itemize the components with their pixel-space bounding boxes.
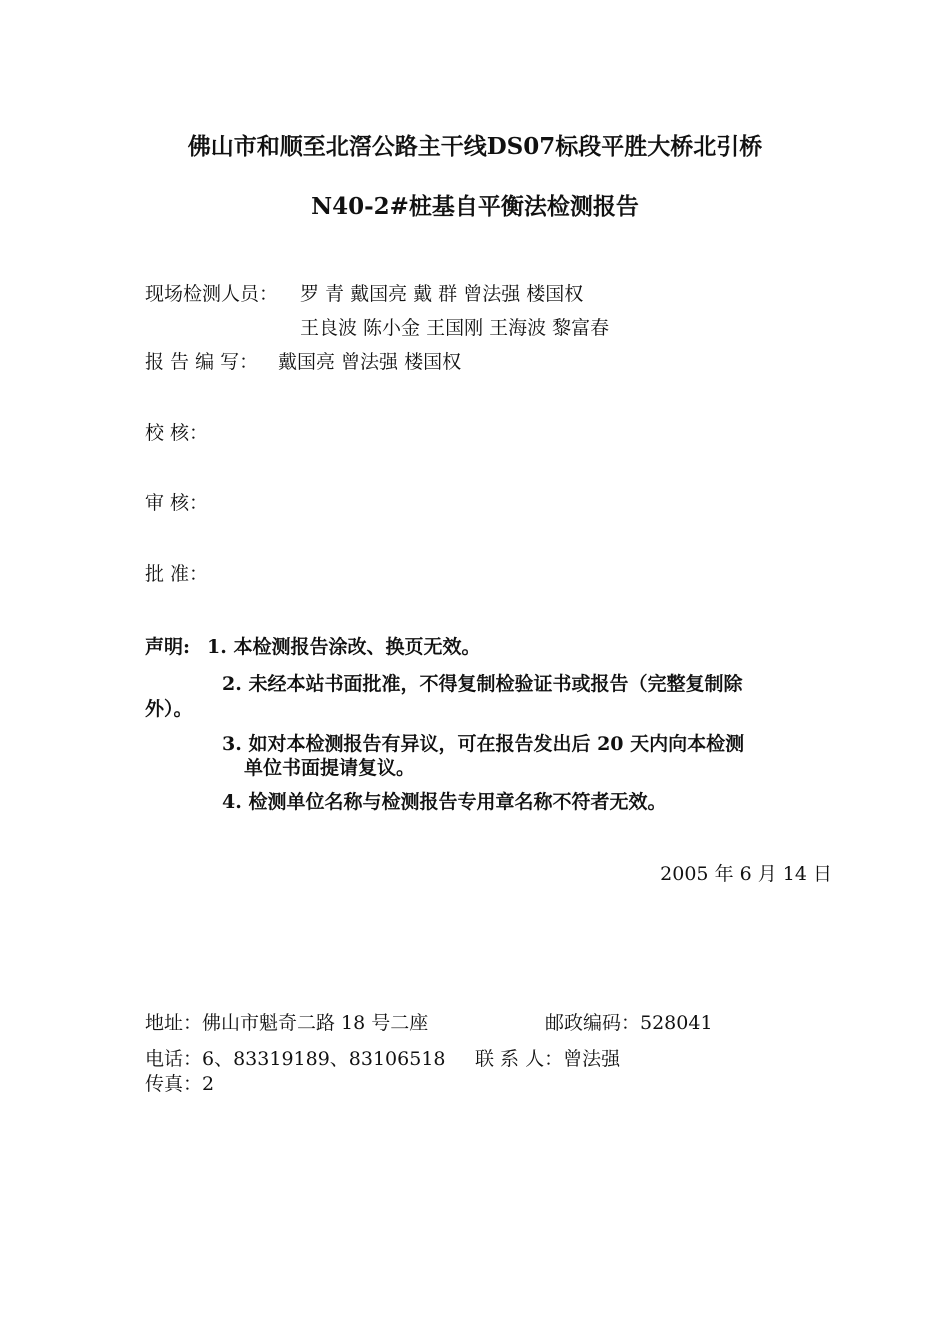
- report-writer-label: 报 告 编 写：: [145, 351, 259, 373]
- declaration-item-2-line1: 2. 未经本站书面批准，不得复制检验证书或报告（完整复制除: [222, 673, 743, 695]
- field-personnel-names-line1: 罗 青 戴国亮 戴 群 曾法强 楼国权: [300, 283, 584, 305]
- declaration-item-3-line1: 3. 如对本检测报告有异议，可在报告发出后 20 天内向本检测: [222, 733, 745, 755]
- check-label: 校 核：: [145, 422, 209, 444]
- address: 地址：佛山市魁奇二路 18 号二座: [145, 1012, 429, 1034]
- field-personnel-label: 现场检测人员：: [145, 283, 279, 305]
- review-label: 审 核：: [145, 492, 209, 514]
- approve-label: 批 准：: [145, 563, 209, 585]
- report-title-line2: N40-2#桩基自平衡法检测报告: [311, 193, 639, 220]
- fax: 传真：2: [145, 1073, 215, 1095]
- postcode: 邮政编码：528041: [545, 1012, 713, 1034]
- declaration-item-1: 1. 本检测报告涂改、换页无效。: [207, 636, 481, 658]
- declaration-item-4: 4. 检测单位名称与检测报告专用章名称不符者无效。: [222, 791, 667, 813]
- phone: 电话：6、83319189、83106518: [145, 1048, 446, 1070]
- report-date: 2005 年 6 月 14 日: [660, 863, 832, 885]
- declaration-item-3-line2: 单位书面提请复议。: [244, 757, 416, 779]
- report-title-line1: 佛山市和顺至北滘公路主干线DS07标段平胜大桥北引桥: [187, 133, 763, 160]
- field-personnel-names-line2: 王良波 陈小金 王国刚 王海波 黎富春: [300, 317, 610, 339]
- declaration-label: 声明:: [145, 636, 191, 658]
- report-writer-names: 戴国亮 曾法强 楼国权: [278, 351, 462, 373]
- declaration-item-2-line2: 外）。: [145, 698, 193, 720]
- contact-person: 联 系 人：曾法强: [475, 1048, 621, 1070]
